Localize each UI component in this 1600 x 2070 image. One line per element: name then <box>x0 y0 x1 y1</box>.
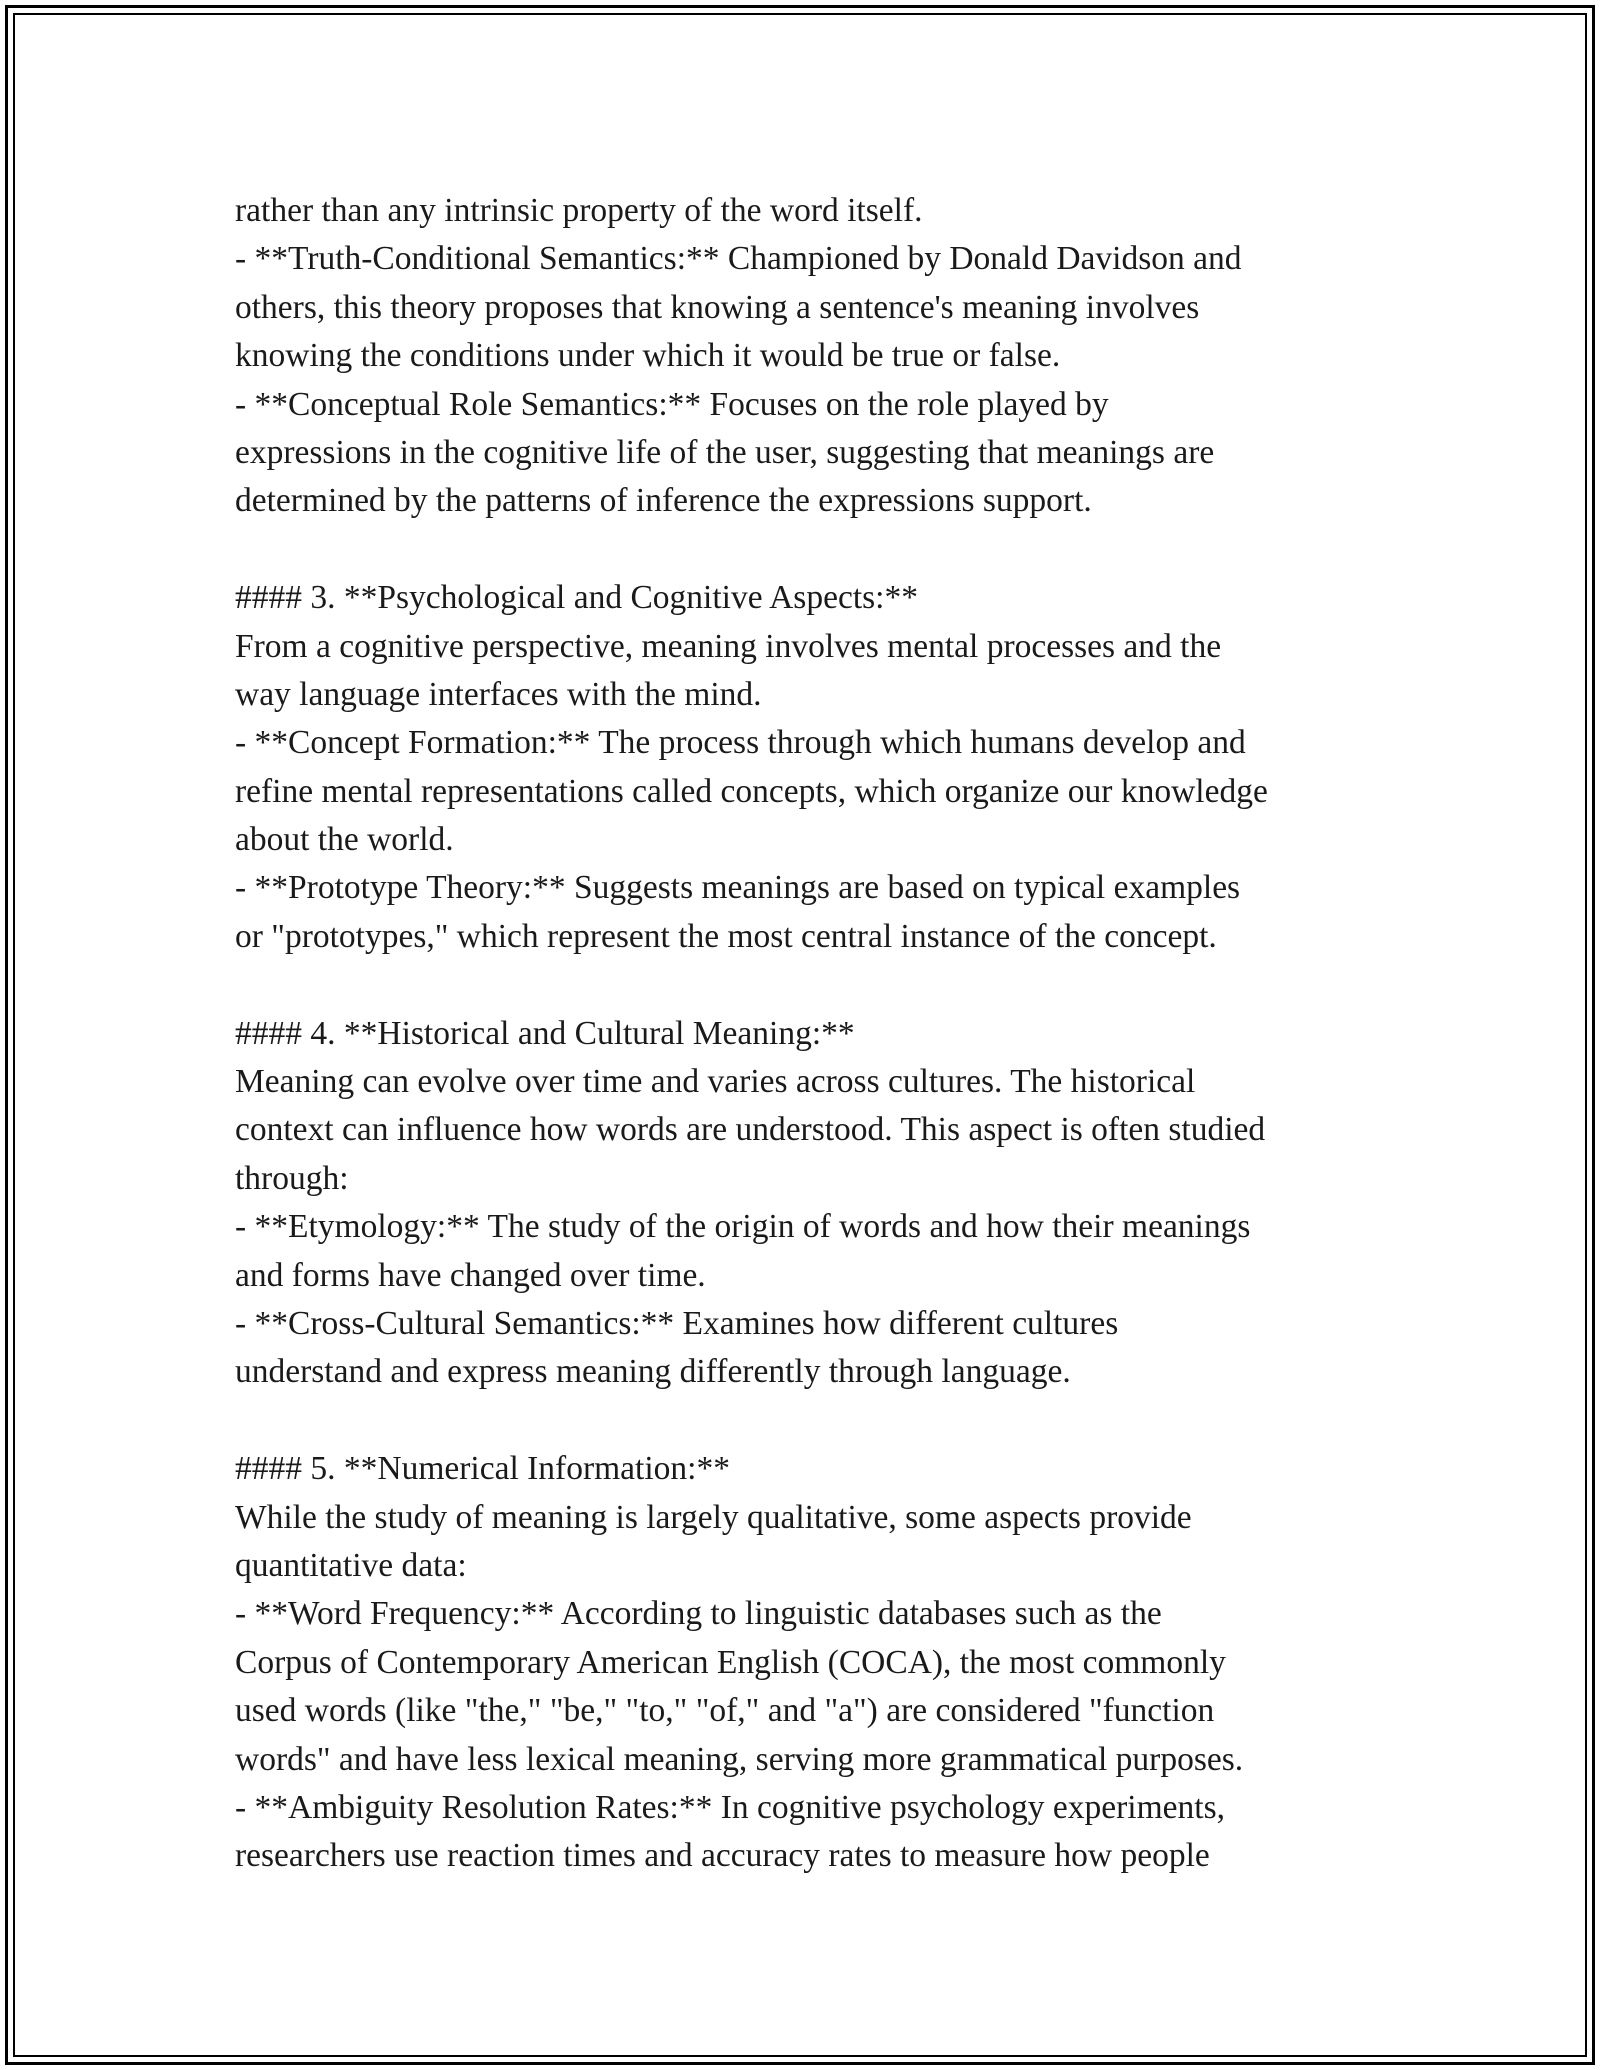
bullet-item <box>235 1300 1380 1397</box>
text-line: From a cognitive perspective, meaning involves mental processes and the <box>235 627 1222 665</box>
text-line: - **Truth-Conditional Semantics:** Championed by Donald Davidson and <box>235 240 1242 278</box>
bullet-item <box>235 235 1380 380</box>
blank-line <box>235 526 1380 574</box>
text-line: and forms have changed over time. <box>235 1256 706 1294</box>
paragraph <box>235 623 1380 720</box>
bullet-item <box>235 864 1380 961</box>
text-line: quantitative data: <box>235 1546 467 1584</box>
section-heading <box>235 1445 1380 1493</box>
bullet-item <box>235 1203 1380 1300</box>
text-line: words" and have less lexical meaning, serving more grammatical purposes. <box>235 1740 1244 1778</box>
text-line: rather than any intrinsic property of the word itself. <box>235 192 923 229</box>
text-line: Corpus of Contemporary American English (COCA), the most commonly <box>235 1643 1226 1681</box>
text-line: others, this theory proposes that knowing a sentence's meaning involves <box>235 288 1200 326</box>
text-line: While the study of meaning is largely qualitative, some aspects provide <box>235 1498 1192 1536</box>
text-line: - **Concept Formation:** The process through which humans develop and <box>235 724 1246 762</box>
bullet-item <box>235 1590 1380 1784</box>
text-line: #### 5. **Numerical Information:** <box>235 1450 730 1488</box>
text-line: about the world. <box>235 821 454 859</box>
text-line: refine mental representations called concepts, which organize our knowledge <box>235 772 1268 810</box>
text-line: knowing the conditions under which it would be true or false. <box>235 337 1061 375</box>
text-line: determined by the patterns of inference the expressions support. <box>235 482 1092 520</box>
text-line: researchers use reaction times and accuracy rates to measure how people <box>235 1837 1210 1875</box>
text-line: - **Ambiguity Resolution Rates:** In cognitive psychology experiments, <box>235 1788 1225 1826</box>
blank-line <box>235 1397 1380 1445</box>
text-line: way language interfaces with the mind. <box>235 675 762 713</box>
document-body <box>235 187 1380 1881</box>
paragraph <box>235 1058 1380 1203</box>
section-heading <box>235 1010 1380 1058</box>
text-line: expressions in the cognitive life of the user, suggesting that meanings are <box>235 433 1215 471</box>
text-line: understand and express meaning differently through language. <box>235 1353 1071 1391</box>
text-line: #### 3. **Psychological and Cognitive Aspects:** <box>235 579 918 617</box>
text-line: Meaning can evolve over time and varies across cultures. The historical <box>235 1063 1196 1101</box>
paragraph <box>235 187 1380 235</box>
bullet-item <box>235 381 1380 526</box>
paragraph <box>235 1494 1380 1591</box>
text-line: or "prototypes," which represent the most central instance of the concept. <box>235 917 1217 955</box>
bullet-item <box>235 719 1380 864</box>
text-line: #### 4. **Historical and Cultural Meaning:** <box>235 1014 855 1052</box>
text-line: - **Prototype Theory:** Suggests meanings are based on typical examples <box>235 869 1241 907</box>
section-heading <box>235 574 1380 622</box>
bullet-item <box>235 1784 1380 1881</box>
text-line: - **Etymology:** The study of the origin of words and how their meanings <box>235 1208 1251 1246</box>
text-line: used words (like "the," "be," "to," "of," and "a") are considered "function <box>235 1692 1215 1730</box>
blank-line <box>235 961 1380 1009</box>
text-line: - **Conceptual Role Semantics:** Focuses on the role played by <box>235 385 1109 423</box>
text-line: through: <box>235 1159 349 1197</box>
text-line: - **Cross-Cultural Semantics:** Examines how different cultures <box>235 1304 1119 1342</box>
text-line: - **Word Frequency:** According to linguistic databases such as the <box>235 1595 1162 1633</box>
text-line: context can influence how words are understood. This aspect is often studied <box>235 1111 1266 1149</box>
